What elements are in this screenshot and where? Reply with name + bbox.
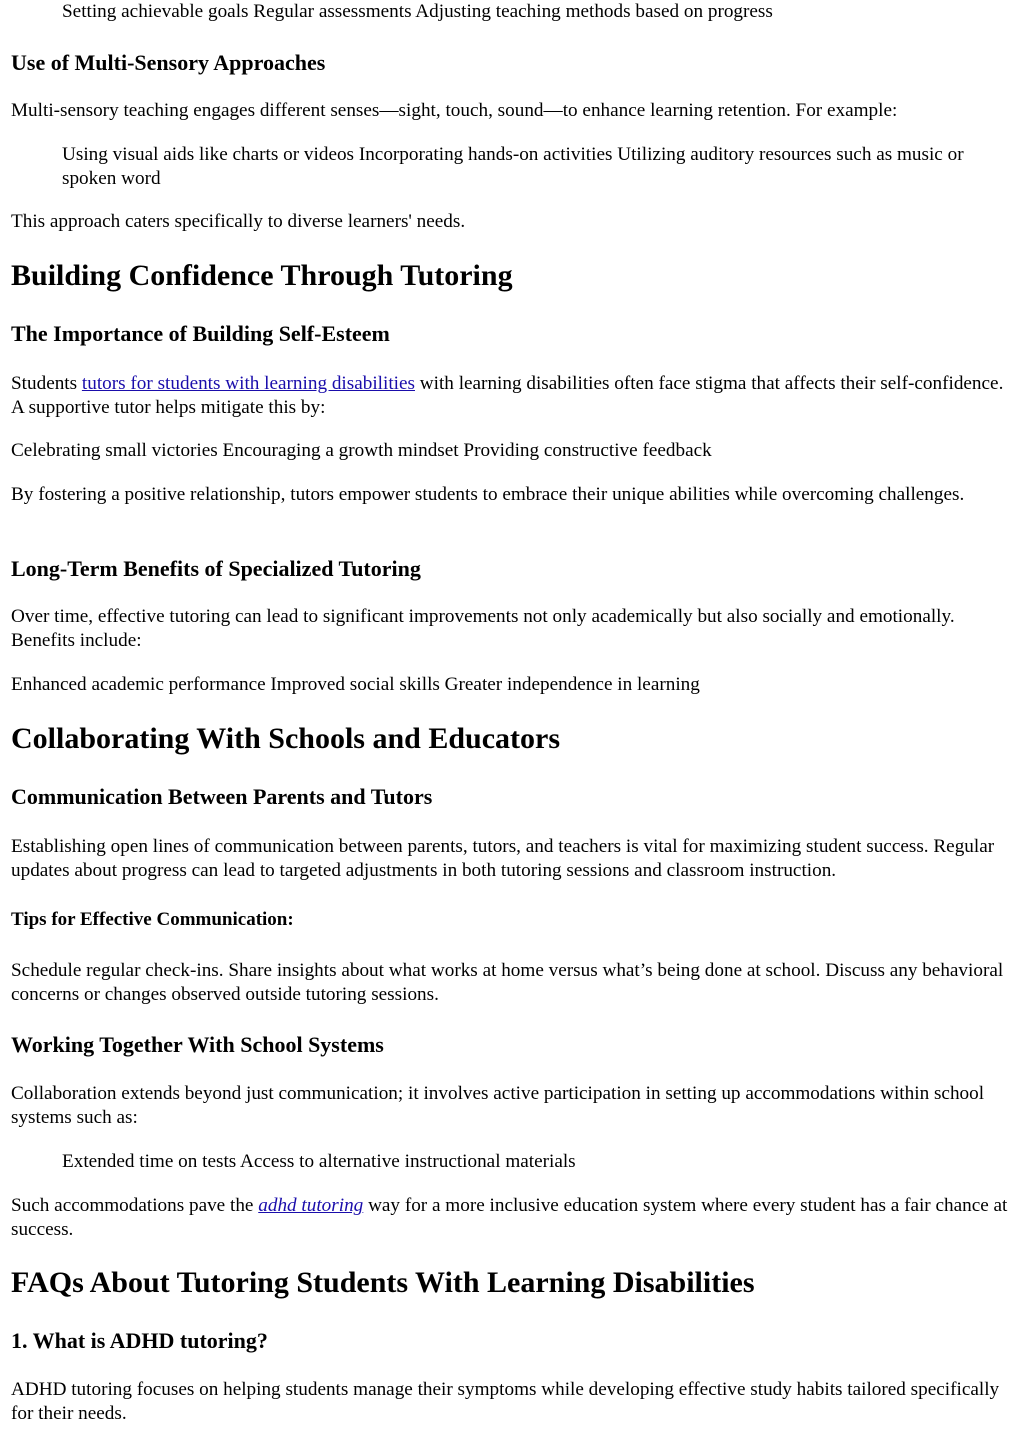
faq1-heading: 1. What is ADHD tutoring?: [11, 1328, 268, 1353]
faq-heading: FAQs About Tutoring Students With Learning Disabilities: [11, 1266, 755, 1299]
faq1-text: ADHD tutoring focuses on helping students manage their symptoms while developing effective study habits tailored specifically for their needs.: [11, 1379, 1000, 1424]
comm-text: Establishing open lines of communication between parents, tutors, and teachers is vital for maximizing student success. Regular updates about progress can lead to targeted adjustments in both tutoring sessions and classroom instruction.: [11, 836, 995, 881]
systems-list: Extended time on tests Access to alternative instructional materials: [62, 1151, 576, 1172]
selfesteem-post: with learning disabilities often face stigma that affects their self-confidence. A supportive tutor helps mitigate this by:: [11, 373, 1004, 418]
multisensory-outro: This approach caters specifically to diverse learners' needs.: [11, 211, 466, 232]
goals-list: Setting achievable goals Regular assessments Adjusting teaching methods based on progress: [62, 1, 773, 22]
tips-text: Schedule regular check-ins. Share insights about what works at home versus what’s being done at school. Discuss any behavioral concerns or changes observed outside tutoring sessions.: [11, 960, 1004, 1005]
selfesteem-paragraph: [11, 372, 1013, 419]
accom-post: way for a more inclusive education system where every student has a fair chance at success.: [11, 1195, 1008, 1240]
systems-intro: Collaboration extends beyond just communication; it involves active participation in setting up accommodations within school systems such as:: [11, 1083, 985, 1128]
longterm-list: Enhanced academic performance Improved social skills Greater independence in learning: [11, 674, 700, 695]
longterm-intro: Over time, effective tutoring can lead to significant improvements not only academically but also socially and emotionally. Benefits include:: [11, 606, 955, 651]
longterm-heading: Long-Term Benefits of Specialized Tutoring: [11, 556, 421, 581]
selfesteem-heading: The Importance of Building Self-Esteem: [11, 321, 390, 346]
multisensory-heading: Use of Multi-Sensory Approaches: [11, 50, 326, 75]
systems-heading: Working Together With School Systems: [11, 1032, 384, 1057]
accom-pre: Such accommodations pave the: [11, 1195, 259, 1216]
comm-heading: Communication Between Parents and Tutors: [11, 784, 433, 809]
tutors-learning-disabilities-link[interactable]: tutors for students with learning disabilities: [81, 373, 415, 394]
multisensory-list: Using visual aids like charts or videos Incorporating hands-on activities Utilizing auditory resources such as music or spoken word: [62, 144, 964, 189]
tips-heading: Tips for Effective Communication:: [11, 909, 294, 930]
confidence-heading: Building Confidence Through Tutoring: [11, 259, 513, 292]
selfesteem-outro: By fostering a positive relationship, tutors empower students to embrace their unique abilities while overcoming challenges.: [11, 484, 965, 505]
multisensory-intro: Multi-sensory teaching engages different senses—sight, touch, sound—to enhance learning retention. For example:: [11, 100, 898, 121]
adhd-tutoring-link[interactable]: adhd tutoring: [258, 1195, 364, 1216]
selfesteem-list: Celebrating small victories Encouraging a growth mindset Providing constructive feedback: [11, 440, 712, 461]
accommodations-paragraph: [11, 1194, 1013, 1241]
collab-heading: Collaborating With Schools and Educators: [11, 722, 561, 755]
selfesteem-pre: Students: [11, 373, 82, 394]
